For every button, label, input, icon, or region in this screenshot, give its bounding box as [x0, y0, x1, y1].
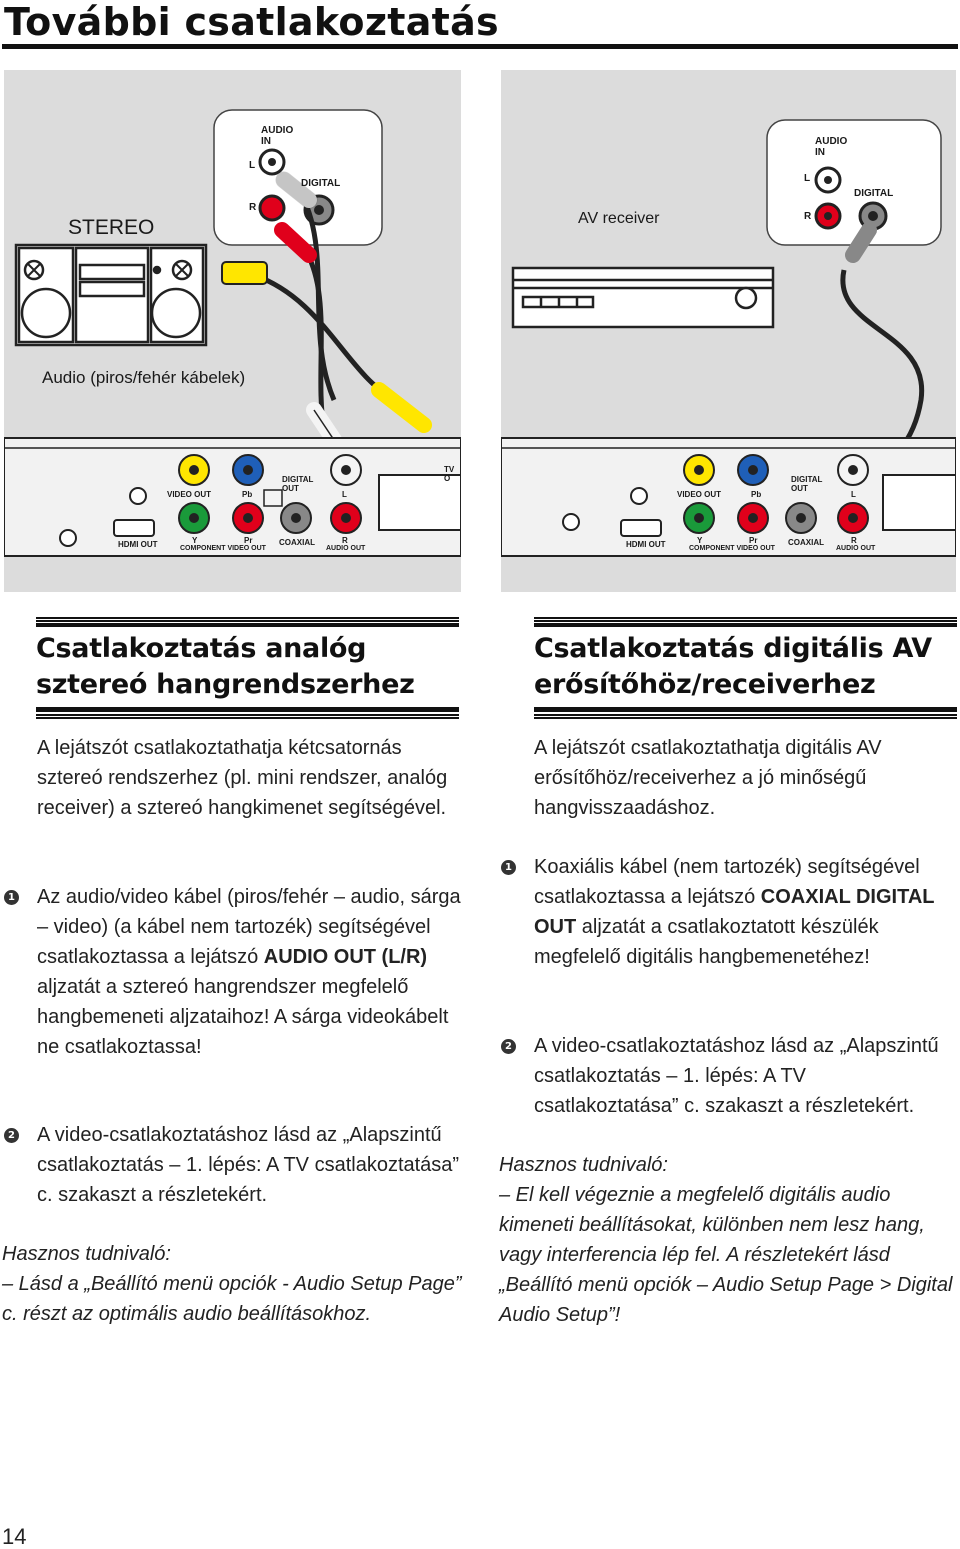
pb-label: Pb	[751, 490, 762, 499]
digital-out-label: DIGITAL OUT	[791, 475, 823, 493]
left-tip-title: Hasznos tudnivaló:	[2, 1243, 171, 1265]
cable-caption: Audio (piros/fehér kábelek)	[42, 368, 246, 387]
left-step1-text: Az audio/video kábel (piros/fehér – audio, sárga – video) (a kábel nem tartozék) segítségével csatlakoztassa a lejátszó AUDIO OUT (L/R) aljzatát a sztereó hangrendszer megfelelő hangbemeneti aljzataihoz! A sárga videokábelt ne csatlakoztassa!	[37, 886, 461, 1058]
page-title: További csatlakoztatás	[4, 0, 499, 44]
left-section-heading	[36, 617, 459, 719]
right-step1-marker: 1	[501, 860, 516, 875]
left-step1-marker: 1	[4, 890, 19, 905]
audio-out-label: AUDIO OUT	[326, 545, 366, 552]
right-step2-text: A video-csatlakoztatáshoz lásd az „Alapszintű csatlakoztatás – 1. lépés: A TV csatlakoztatása” c. szakaszt a részletekért.	[534, 1035, 939, 1117]
right-section-heading	[534, 617, 957, 719]
l-out-label: L	[851, 490, 856, 499]
audio-in-label: AUDIO IN	[815, 136, 848, 158]
video-out-label: VIDEO OUT	[167, 490, 212, 499]
right-step2-marker: 2	[501, 1039, 516, 1054]
av-receiver-label: AV receiver	[578, 210, 660, 227]
heading-rule-top	[36, 617, 459, 627]
digital-out-label: DIGITAL OUT	[282, 475, 314, 493]
stereo-diagram-graphic	[4, 70, 461, 592]
coaxial-label: COAXIAL	[279, 538, 315, 547]
y-label: Y	[697, 536, 703, 545]
y-label: Y	[192, 536, 198, 545]
audio-out-label: AUDIO OUT	[836, 545, 876, 552]
left-step2-marker: 2	[4, 1128, 19, 1143]
pb-label: Pb	[242, 490, 253, 499]
pr-label: Pr	[749, 536, 758, 545]
digital-label: DIGITAL	[301, 178, 341, 189]
video-out-label: VIDEO OUT	[677, 490, 722, 499]
hdmi-out-label: HDMI OUT	[626, 540, 666, 549]
right-step1-bold: COAXIAL DIGITAL OUT	[534, 886, 935, 938]
left-heading-line1: Csatlakoztatás analóg	[36, 633, 367, 664]
audio-in-callout	[214, 110, 382, 245]
stereo-label: STEREO	[68, 216, 155, 239]
right-heading-line1: Csatlakoztatás digitális AV	[534, 633, 932, 664]
r-label: R	[249, 202, 257, 213]
audio-in-label: AUDIO IN	[261, 125, 294, 147]
coaxial-label: COAXIAL	[788, 538, 824, 547]
tv-out-label: TV O	[444, 465, 455, 483]
right-tip-text: – El kell végeznie a megfelelő digitális audio kimeneti beállításokat, különben nem lesz hang, vagy interferencia lép fel. A részletekért lásd „Beállító menü opciók – Audio Setup Page > Digital Audio Setup”!	[499, 1184, 953, 1326]
heading-rule-top	[534, 617, 957, 627]
av-receiver-diagram-graphic	[501, 70, 956, 592]
left-step1-bold: AUDIO OUT (L/R)	[263, 946, 428, 968]
left-intro: A lejátszót csatlakoztathatja kétcsatornás sztereó rendszerhez (pl. mini rendszer, analóg receiver) a sztereó hangkimenet segítségével.	[37, 737, 448, 819]
left-heading-line2: sztereó hangrendszerhez	[36, 669, 415, 700]
right-intro: A lejátszót csatlakoztathatja digitális AV erősítőhöz/receiverhez a jó minőségű hangvisszaadáshoz.	[534, 737, 882, 819]
stereo-system-icon	[16, 245, 206, 345]
right-step1-text: Koaxiális kábel (nem tartozék) segítségével csatlakoztassa a lejátszó COAXIAL DIGITAL OUT aljzatát a csatlakoztatott készülék megfelelő digitális hangbemenetéhez!	[534, 856, 935, 968]
heading-rule-bottom	[534, 707, 957, 719]
right-tip-title: Hasznos tudnivaló:	[499, 1154, 668, 1176]
stereo-connection-diagram	[4, 70, 461, 592]
left-step2-text: A video-csatlakoztatáshoz lásd az „Alapszintű csatlakoztatás – 1. lépés: A TV csatlakoztatása” c. szakaszt a részletekért.	[37, 1124, 460, 1206]
title-rule	[2, 44, 958, 49]
component-label: COMPONENT VIDEO OUT	[689, 545, 775, 552]
component-label: COMPONENT VIDEO OUT	[180, 545, 266, 552]
left-tip-text: – Lásd a „Beállító menü opciók - Audio Setup Page” c. részt az optimális audio beállításokhoz.	[2, 1273, 462, 1325]
l-label: L	[804, 173, 811, 184]
right-heading-line2: erősítőhöz/receiverhez	[534, 669, 876, 700]
page-number: 14	[2, 1524, 27, 1549]
digital-label: DIGITAL	[854, 188, 894, 199]
r-out-label: R	[342, 536, 348, 545]
r-label: R	[804, 211, 812, 222]
pr-label: Pr	[244, 536, 253, 545]
l-label: L	[249, 160, 256, 171]
r-out-label: R	[851, 536, 857, 545]
hdmi-out-label: HDMI OUT	[118, 540, 158, 549]
l-out-label: L	[342, 490, 347, 499]
heading-rule-bottom	[36, 707, 459, 719]
av-receiver-icon	[513, 268, 773, 327]
av-receiver-connection-diagram	[501, 70, 956, 592]
